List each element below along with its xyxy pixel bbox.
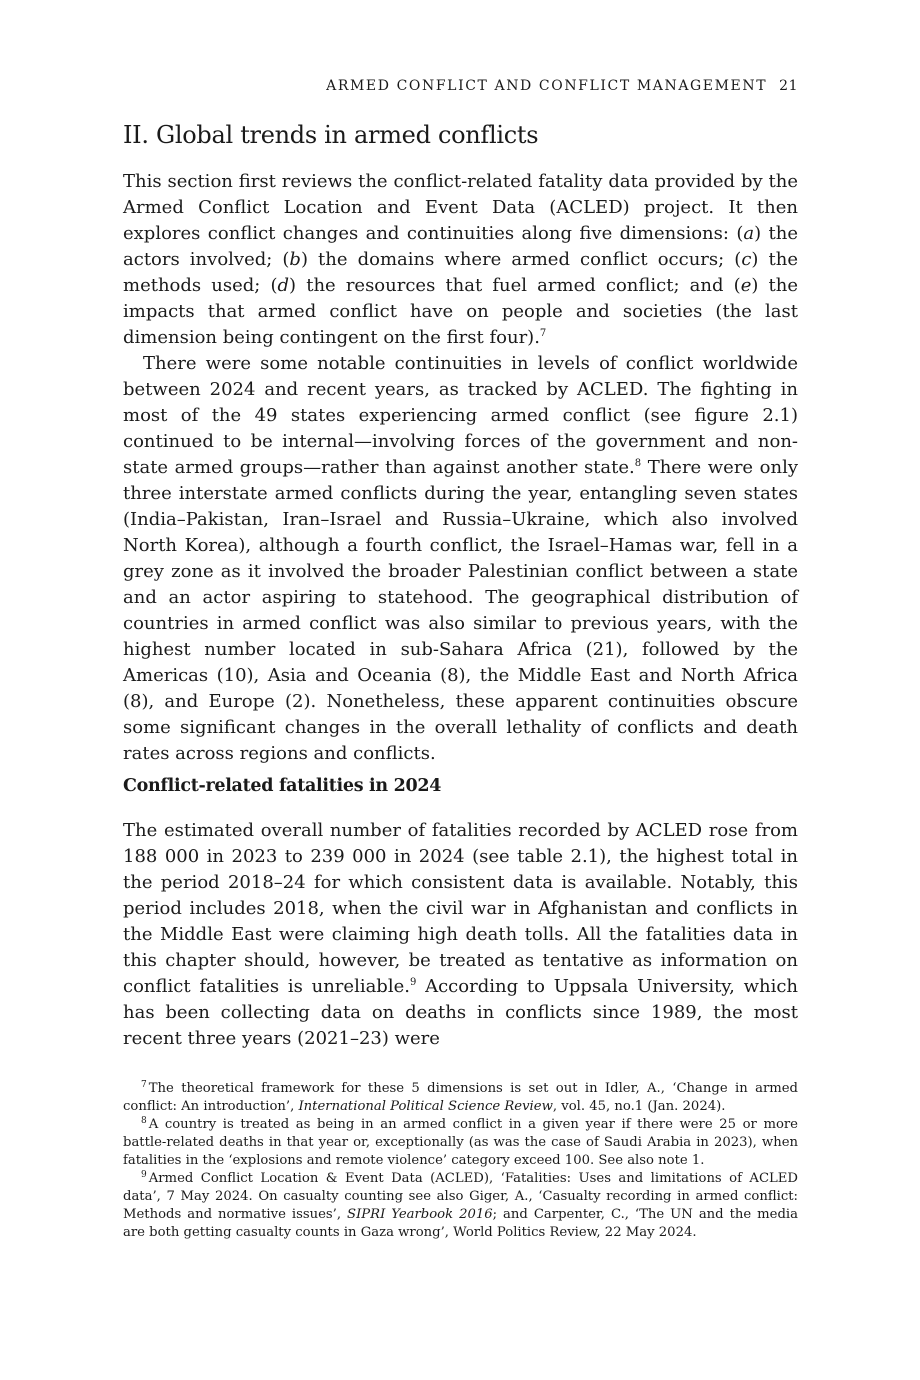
subsection-title: Conflict-related fatalities in 2024: [123, 776, 442, 796]
footnote-9: [123, 1170, 798, 1242]
intro-paragraph-2: [123, 351, 798, 767]
list-marker: c: [741, 249, 752, 270]
list-marker: e: [740, 275, 752, 296]
text-run: There were only three interstate armed conflicts during the year, entangling seven states (India–Pakistan, Iran–Israel and Russia–Ukraine, which also involved North Korea), although a fourth conflict, the Israel–Hamas war, fell in a grey zone as it involved the broader Palestinian conflict between a state and an actor aspiring to statehood. The geographical distribution of countries in armed conflict was also similar to previous years, with the highest number located in sub-Sahara Africa (21), followed by the Americas (10), Asia and Oceania (8), the Middle East and North Africa (8), and Europe (2). Nonetheless, these apparent continuities obscure some significant changes in the overall lethality of conflicts and death rates across regions and conflicts.: [123, 457, 798, 764]
running-title: ARMED CONFLICT AND CONFLICT MANAGEMENT: [326, 78, 768, 94]
footnote-number: 7: [141, 1080, 147, 1090]
footnote-ref-9[interactable]: 9: [409, 977, 417, 988]
list-marker: b: [289, 249, 301, 270]
text-run: ) the methods used; (: [123, 249, 798, 296]
text-run: According to Uppsala University, which has been collecting data on deaths in conflicts since 1989, the most recent three years (2021–23) were: [123, 976, 798, 1049]
footnote-7: [123, 1080, 798, 1116]
journal-title: International Political Science Review: [298, 1099, 553, 1114]
text-run: This section first reviews the conflict-related fatality data provided by the Armed Conflict Location and Event Data (ACLED) project. It then explores conflict changes and continuities along five dimensions: (: [123, 171, 798, 244]
text-run: The theoretical framework for these 5 dimensions is set out in Idler, A., ‘Change in armed conflict: An introduction’,: [123, 1081, 798, 1114]
section-title: II. Global trends in armed conflicts: [123, 121, 539, 149]
footnote-ref-8[interactable]: 8: [634, 458, 642, 469]
footnote-ref-7[interactable]: 7: [539, 328, 547, 339]
list-marker: d: [277, 275, 290, 296]
text-run: , vol. 45, no.1 (Jan. 2024).: [552, 1099, 726, 1114]
text-run: Armed Conflict Location & Event Data (ACLED), ‘Fatalities: Uses and limitations of ACLED data’, 7 May 2024. On casualty counting see also Giger, A., ‘Casualty recording in armed conflict: Methods and normative issues’,: [123, 1171, 798, 1222]
running-head: [326, 78, 798, 94]
intro-paragraph-1: [123, 169, 798, 351]
text-run: ) the domains where armed conflict occurs; (: [300, 249, 742, 270]
footnote-number: 9: [141, 1170, 147, 1180]
text-run: There were some notable continuities in levels of conflict worldwide between 2024 and recent years, as tracked by ACLED. The fighting in most of the 49 states experiencing armed conflict (see figure 2.1) continued to be internal—involving forces of the government and non-state armed groups—rather than against another state.: [123, 353, 798, 478]
page-number: 21: [779, 78, 798, 94]
text-run: A country is treated as being in an armed conflict in a given year if there were 25 or more battle-related deaths in that year or, exceptionally (as was the case of Saudi Arabia in 2023), when fatalities in the ‘explosions and remote violence’ category exceed 100. See also note 1.: [123, 1117, 798, 1168]
list-marker: a: [743, 223, 755, 244]
footnote-8: [123, 1116, 798, 1170]
footnote-number: 8: [141, 1116, 147, 1126]
fatalities-text: [123, 818, 798, 1052]
footnotes: [123, 1080, 798, 1242]
text-run: ) the actors involved; (: [123, 223, 798, 270]
fatalities-paragraph-1: [123, 818, 798, 1052]
text-run: The estimated overall number of fatalities recorded by ACLED rose from 188 000 in 2023 to 239 000 in 2024 (see table 2.1), the highest total in the period 2018–24 for which consistent data is available. Notably, this period includes 2018, when the civil war in Afghanistan and conflicts in the Middle East were claiming high death tolls. All the fatalities data in this chapter should, however, be treated as tentative as information on conflict fatalities is unreliable.: [123, 820, 798, 997]
text-run: ) the resources that fuel armed conflict; and (: [289, 275, 741, 296]
text-run: ) the impacts that armed conflict have on people and societies (the last dimension being contingent on the first four).: [123, 275, 798, 348]
intro-text: [123, 169, 798, 767]
yearbook-title: SIPRI Yearbook 2016: [347, 1207, 493, 1222]
text-run: ; and Carpenter, C., ‘The UN and the media are both getting casualty counts in Gaza wrong’, World Politics Review, 22 May 2024.: [123, 1207, 798, 1240]
